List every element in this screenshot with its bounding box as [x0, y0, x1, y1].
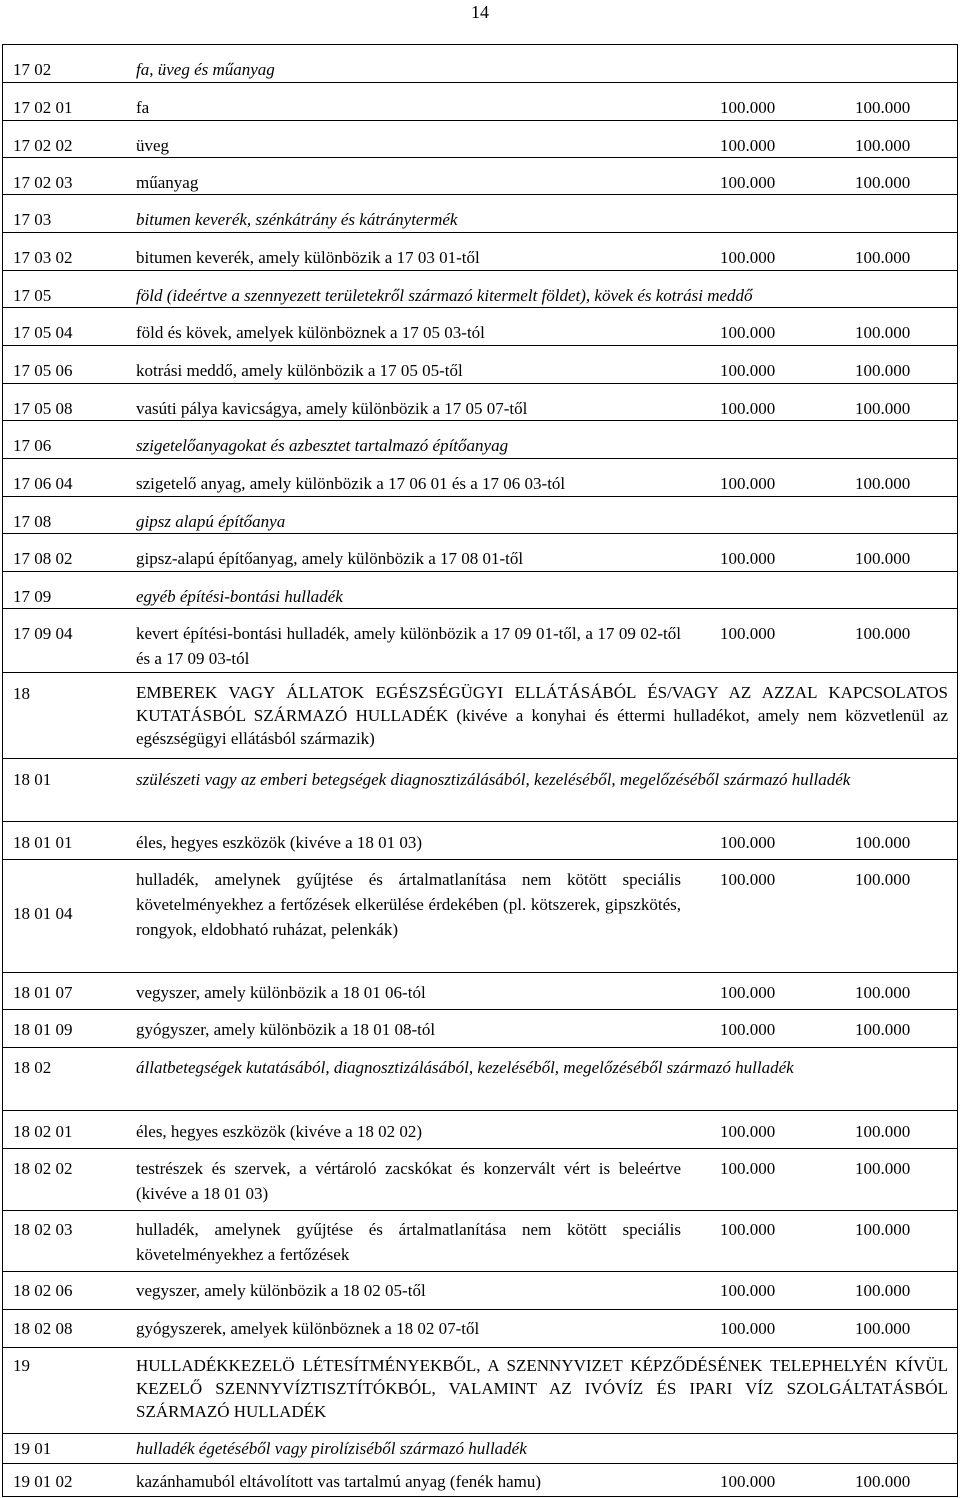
waste-code: 17 03	[13, 210, 52, 229]
table-row	[3, 859, 957, 972]
table-row	[3, 608, 957, 672]
table-row	[3, 496, 957, 533]
table-row	[3, 383, 957, 420]
category-title: egyéb építési-bontási hulladék	[136, 587, 343, 606]
waste-description: bitumen keverék, amely különbözik a 17 03 01-től	[136, 248, 480, 267]
waste-description: kotrási meddő, amely különbözik a 17 05 05-től	[136, 361, 463, 380]
page-number: 14	[471, 2, 489, 22]
value-2: 100.000	[855, 173, 911, 192]
value-2: 100.000	[855, 1220, 911, 1239]
waste-description: éles, hegyes eszközök (kivéve a 18 02 02)	[136, 1122, 423, 1141]
value-2: 100.000	[855, 323, 911, 342]
value-1: 100.000	[720, 474, 776, 493]
value-1: 100.000	[720, 1159, 776, 1178]
table-row	[3, 45, 957, 82]
value-2: 100.000	[855, 983, 911, 1002]
value-1: 100.000	[720, 624, 776, 643]
value-2: 100.000	[855, 624, 911, 643]
value-1: 100.000	[720, 323, 776, 342]
waste-description: kevert építési-bontási hulladék, amely különbözik a 17 09 01-től, a 17 09 02-től és a 17 09 03-tól	[136, 624, 681, 668]
table-row	[3, 270, 957, 307]
value-2: 100.000	[855, 474, 911, 493]
chapter-title: HULLADÉKKEZELÖ LÉTESÍTMÉNYEKBŐL, A SZENNYVIZET KÉPZŐDÉSÉNEK TELEPHELYÉN KÍVÜL KEZELŐ SZENNYVÍZTISZTÍTÓKBÓL, VALAMINT AZ IVÓVÍZ ÉS IPARI VÍZ SZOLGÁLTATÁSBÓL SZÁRMAZÓ HULLADÉK	[136, 1356, 948, 1421]
table-row	[3, 1309, 957, 1347]
value-1: 100.000	[720, 361, 776, 380]
waste-code: 17 05 06	[13, 361, 73, 380]
value-1: 100.000	[720, 1281, 776, 1300]
value-1: 100.000	[720, 1220, 776, 1239]
value-2: 100.000	[855, 98, 911, 117]
waste-description: hulladék, amelynek gyűjtése és ártalmatlanítása nem kötött speciális követelményekhez a fertőzések elkerülése érdekében (pl. kötszerek, gipszkötés, rongyok, eldobható ruházat, pelenkák)	[136, 870, 681, 939]
value-1: 100.000	[720, 248, 776, 267]
waste-description: vegyszer, amely különbözik a 18 01 06-tól	[136, 983, 426, 1002]
table-row	[3, 1009, 957, 1047]
table-row	[3, 345, 957, 383]
value-1: 100.000	[720, 870, 776, 889]
waste-code: 19 01	[13, 1439, 52, 1458]
value-2: 100.000	[855, 549, 911, 568]
table-row	[3, 533, 957, 571]
value-1: 100.000	[720, 549, 776, 568]
table-row	[3, 1463, 957, 1497]
value-2: 100.000	[855, 1020, 911, 1039]
chapter-title: EMBEREK VAGY ÁLLATOK EGÉSZSÉGÜGYI ELLÁTÁSÁBÓL ÉS/VAGY AZ AZZAL KAPCSOLATOS KUTATÁSBÓL SZÁRMAZÓ HULLADÉK (kivéve a konyhai és éttermi hulladékot, amely nem közvetlenül az egészségügyi ellátásból származik)	[136, 683, 948, 748]
category-title: gipsz alapú építőanya	[136, 512, 286, 531]
category-title: szülészeti vagy az emberi betegségek diagnosztizálásából, kezeléséből, megelőzéséből származó hulladék	[136, 770, 851, 789]
table-row	[3, 194, 957, 232]
value-1: 100.000	[720, 1319, 776, 1338]
waste-code: 17 05 04	[13, 323, 73, 342]
value-2: 100.000	[855, 361, 911, 380]
value-2: 100.000	[855, 1281, 911, 1300]
value-1: 100.000	[720, 1472, 776, 1491]
value-1: 100.000	[720, 1122, 776, 1141]
category-title: hulladék égetéséből vagy pirolíziséből származó hulladék	[136, 1439, 527, 1458]
waste-description: gyógyszer, amely különbözik a 18 01 08-tól	[136, 1020, 436, 1039]
table-row	[3, 758, 957, 821]
value-2: 100.000	[855, 248, 911, 267]
waste-code: 17 02 01	[13, 98, 73, 117]
category-title: fa, üveg és műanyag	[136, 60, 275, 79]
value-2: 100.000	[855, 1472, 911, 1491]
waste-code: 18 01 01	[13, 833, 73, 852]
waste-description: gipsz-alapú építőanyag, amely különbözik a 17 08 01-től	[136, 549, 524, 568]
table-row	[3, 972, 957, 1009]
waste-code: 18 01 09	[13, 1020, 73, 1039]
table-row	[3, 420, 957, 458]
waste-code: 18 02	[13, 1058, 52, 1077]
waste-code: 18 02 03	[13, 1220, 73, 1239]
category-title: szigetelőanyagokat és azbesztet tartalmazó építőanyag	[136, 436, 509, 455]
value-1: 100.000	[720, 136, 776, 155]
waste-code: 17 05 08	[13, 399, 73, 418]
table-row	[3, 458, 957, 496]
value-1: 100.000	[720, 399, 776, 418]
table-row	[3, 1271, 957, 1309]
waste-code: 18 02 01	[13, 1122, 73, 1141]
waste-code: 17 08	[13, 512, 52, 531]
value-2: 100.000	[855, 870, 911, 889]
value-2: 100.000	[855, 1159, 911, 1178]
waste-code: 18 02 06	[13, 1281, 73, 1300]
waste-description: szigetelő anyag, amely különbözik a 17 06 01 és a 17 06 03-tól	[136, 474, 566, 493]
waste-description: fa	[136, 98, 150, 117]
table-row	[3, 1210, 957, 1271]
table-row	[3, 232, 957, 270]
waste-code: 17 08 02	[13, 549, 73, 568]
value-1: 100.000	[720, 983, 776, 1002]
waste-code: 17 02 02	[13, 136, 73, 155]
value-2: 100.000	[855, 1319, 911, 1338]
waste-code: 19 01 02	[13, 1472, 73, 1491]
category-title: bitumen keverék, szénkátrány és kátránytermék	[136, 210, 458, 229]
value-1: 100.000	[720, 173, 776, 192]
waste-code: 18 02 08	[13, 1319, 73, 1338]
waste-description: éles, hegyes eszközök (kivéve a 18 01 03)	[136, 833, 423, 852]
category-title: állatbetegségek kutatásából, diagnosztizálásából, kezeléséből, megelőzéséből származó hulladék	[136, 1058, 794, 1077]
waste-code: 17 09 04	[13, 624, 73, 643]
table-row	[3, 1110, 957, 1148]
waste-description: vegyszer, amely különbözik a 18 02 05-től	[136, 1281, 426, 1300]
waste-description: műanyag	[136, 173, 199, 192]
waste-code: 18	[13, 684, 30, 703]
value-2: 100.000	[855, 399, 911, 418]
waste-description: testrészek és szervek, a vértároló zacskókat és konzervált vért is beleértve (kivéve a 18 01 03)	[136, 1159, 681, 1203]
value-2: 100.000	[855, 1122, 911, 1141]
table-row	[3, 571, 957, 608]
waste-description: üveg	[136, 136, 170, 155]
value-2: 100.000	[855, 136, 911, 155]
waste-code: 17 06	[13, 436, 52, 455]
waste-description: kazánhamuból eltávolított vas tartalmú anyag (fenék hamu)	[136, 1472, 542, 1491]
value-1: 100.000	[720, 98, 776, 117]
waste-code-table	[2, 44, 958, 1497]
table-row	[3, 1347, 957, 1433]
waste-code: 18 01	[13, 770, 52, 789]
waste-code: 18 02 02	[13, 1159, 73, 1178]
waste-code: 18 01 07	[13, 983, 73, 1002]
table-row	[3, 1433, 957, 1463]
waste-code: 17 02	[13, 60, 52, 79]
waste-code: 19	[13, 1356, 30, 1375]
value-1: 100.000	[720, 1020, 776, 1039]
waste-code: 17 06 04	[13, 474, 73, 493]
table-row	[3, 1047, 957, 1110]
table-row	[3, 157, 957, 194]
table-row	[3, 307, 957, 345]
waste-description: hulladék, amelynek gyűjtése és ártalmatlanítása nem kötött speciális követelményekhez a fertőzések	[136, 1220, 681, 1264]
waste-code: 17 03 02	[13, 248, 73, 267]
waste-code: 17 05	[13, 286, 52, 305]
table-row	[3, 82, 957, 120]
waste-description: föld és kövek, amelyek különböznek a 17 05 03-tól	[136, 323, 485, 342]
table-row	[3, 1148, 957, 1210]
table-row	[3, 821, 957, 859]
waste-code: 17 02 03	[13, 173, 73, 192]
table-row	[3, 672, 957, 758]
table-row	[3, 120, 957, 157]
category-title: föld (ideértve a szennyezett területekről származó kitermelt földet), kövek és kotrási meddő	[136, 286, 753, 305]
waste-code: 17 09	[13, 587, 52, 606]
waste-code: 18 01 04	[13, 904, 73, 923]
waste-description: gyógyszerek, amelyek különböznek a 18 02 07-től	[136, 1319, 480, 1338]
waste-description: vasúti pálya kavicságya, amely különbözik a 17 05 07-től	[136, 399, 528, 418]
value-2: 100.000	[855, 833, 911, 852]
value-1: 100.000	[720, 833, 776, 852]
